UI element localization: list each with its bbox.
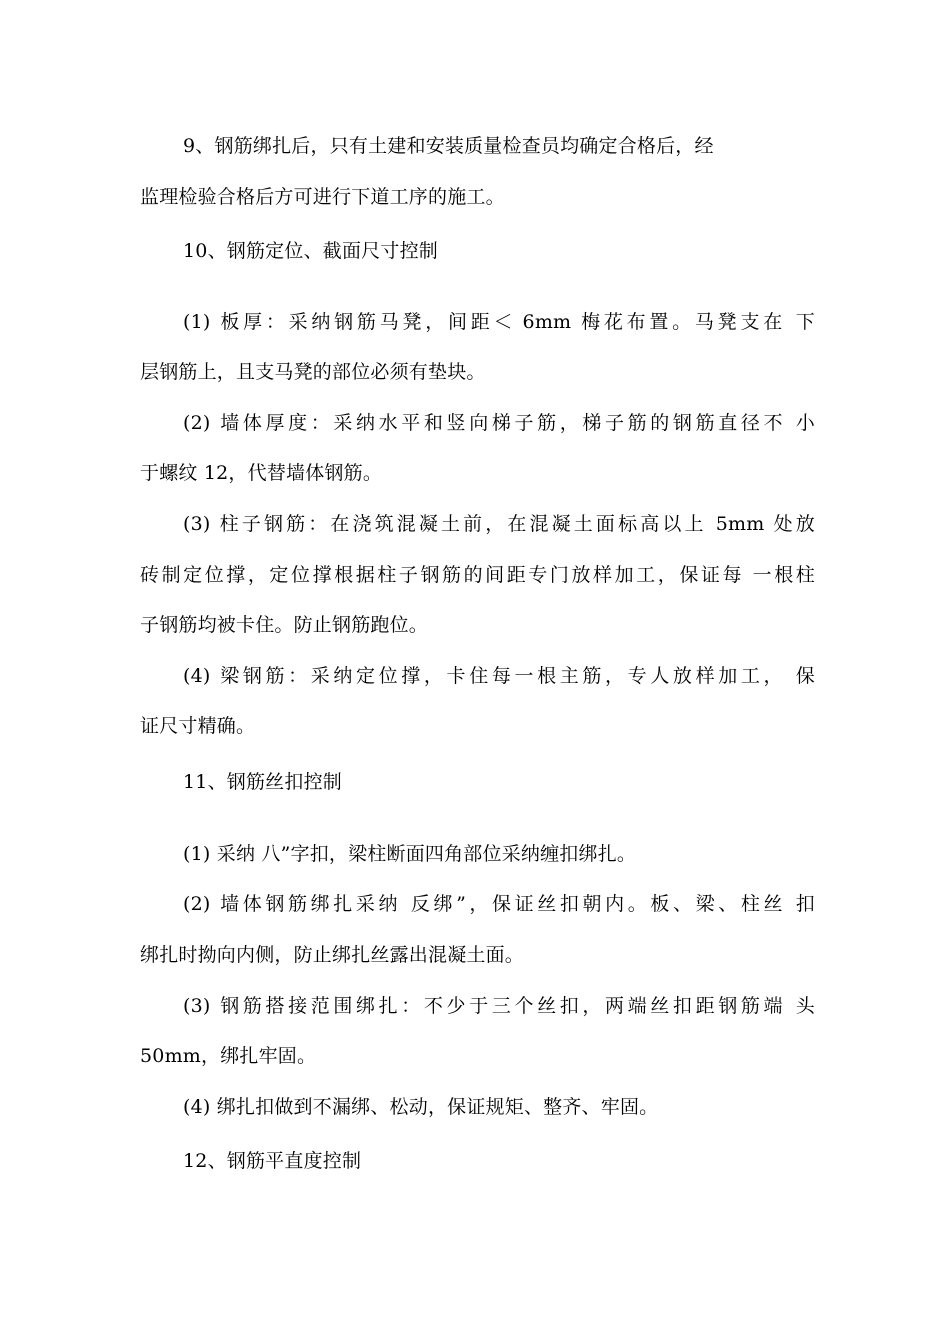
paragraph-line: 50mm，绑扎牢固。 <box>140 1045 317 1067</box>
paragraph-line: 层钢筋上，且支马凳的部位必须有垫块。 <box>140 361 486 383</box>
paragraph-line: (3) 柱子钢筋：在浇筑混凝土前，在混凝土面标高以上 5mm 处放 <box>183 513 815 535</box>
paragraph-line: (4) 梁钢筋：采纳定位撑，卡住每一根主筋，专人放样加工， 保 <box>183 665 815 687</box>
section-heading: 12、钢筋平直度控制 <box>183 1150 362 1172</box>
paragraph-line: 证尺寸精确。 <box>140 715 256 737</box>
paragraph-line: (1) 采纳 八”字扣，梁柱断面四角部位采纳缠扣绑扎。 <box>183 843 637 865</box>
paragraph-line: 砖制定位撑，定位撑根据柱子钢筋的间距专门放样加工，保证每 一根柱 <box>140 564 815 586</box>
paragraph-line: 于螺纹 12，代替墙体钢筋。 <box>140 462 383 484</box>
paragraph-line: (4) 绑扎扣做到不漏绑、松动，保证规矩、整齐、牢固。 <box>183 1096 659 1118</box>
paragraph-line: (2) 墙体钢筋绑扎采纳 反绑”，保证丝扣朝内。板、梁、柱丝 扣 <box>183 893 815 915</box>
section-heading: 10、钢筋定位、截面尺寸控制 <box>183 240 438 262</box>
paragraph-line: (3) 钢筋搭接范围绑扎：不少于三个丝扣，两端丝扣距钢筋端 头 <box>183 995 815 1017</box>
paragraph-line: 9、钢筋绑扎后，只有土建和安装质量检查员均确定合格后，经 <box>183 135 714 157</box>
paragraph-line: 子钢筋均被卡住。防止钢筋跑位。 <box>140 614 429 636</box>
paragraph-line: 绑扎时拗向内侧，防止绑扎丝露出混凝土面。 <box>140 944 525 966</box>
paragraph-line: (1) 板厚：采纳钢筋马凳，间距＜ 6mm 梅花布置。马凳支在 下 <box>183 311 815 333</box>
section-heading: 11、钢筋丝扣控制 <box>183 771 342 793</box>
paragraph-line: (2) 墙体厚度：采纳水平和竖向梯子筋，梯子筋的钢筋直径不 小 <box>183 412 815 434</box>
paragraph-line: 监理检验合格后方可进行下道工序的施工。 <box>140 186 505 208</box>
